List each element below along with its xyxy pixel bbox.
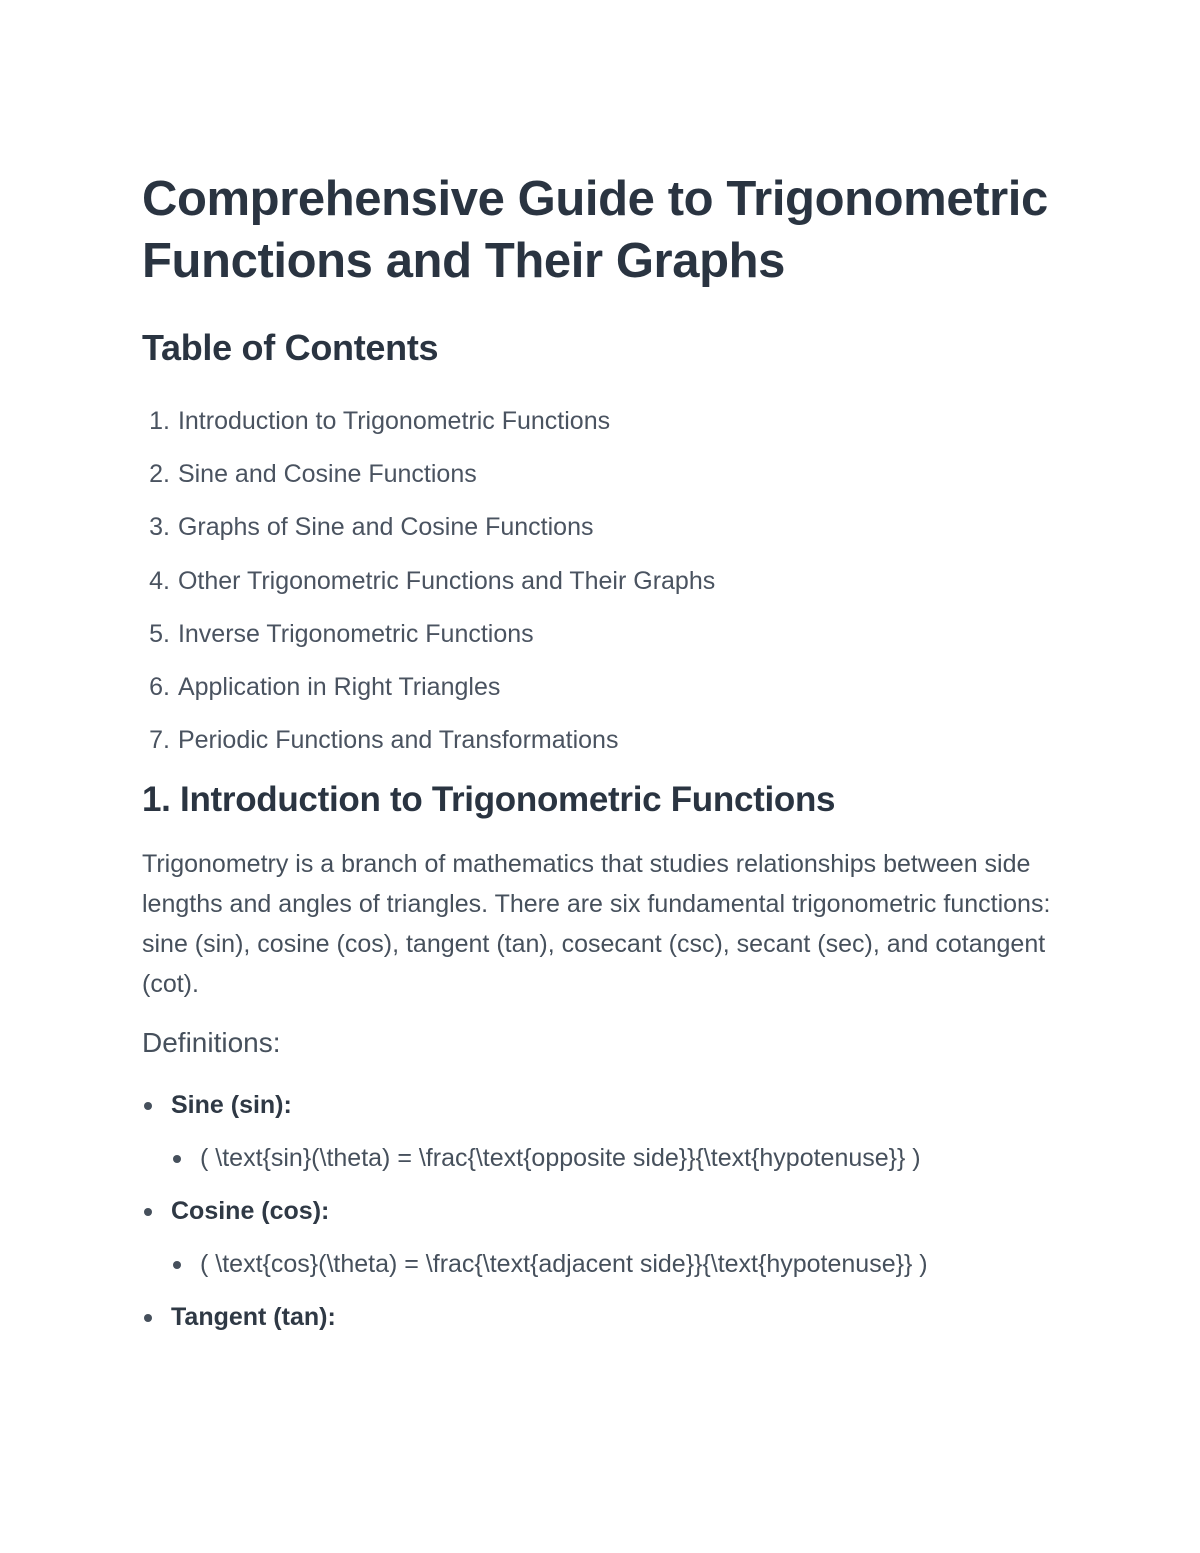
toc-item[interactable]: [142, 725, 1060, 755]
table-of-contents: [142, 406, 1060, 755]
toc-item[interactable]: [142, 566, 1060, 596]
toc-item-label: Graphs of Sine and Cosine Functions: [177, 513, 594, 542]
definitions-list: [142, 1085, 1060, 1337]
definition-sublist: [171, 1244, 1060, 1284]
toc-item-number: 1.: [149, 407, 170, 435]
bullet-icon: [144, 1102, 152, 1110]
bullet-icon: [144, 1314, 152, 1322]
toc-item[interactable]: [142, 619, 1060, 649]
toc-item-label: Introduction to Trigonometric Functions: [177, 407, 611, 435]
definition-item: [142, 1085, 1060, 1178]
formula-text: ( \text{cos}(\theta) = \frac{\text{adjacent side}}{\text{hypotenuse}} ): [200, 1250, 928, 1279]
definition-term: Cosine (cos):: [171, 1197, 330, 1226]
toc-item-label: Sine and Cosine Functions: [177, 460, 477, 489]
toc-item-label: Other Trigonometric Functions and Their Graphs: [177, 566, 716, 595]
document-title: Comprehensive Guide to Trigonometric Functions and Their Graphs: [142, 172, 1048, 288]
formula-text: ( \text{sin}(\theta) = \frac{\text{opposite side}}{\text{hypotenuse}} ): [200, 1144, 921, 1173]
bullet-icon: [173, 1261, 181, 1269]
toc-item[interactable]: [142, 672, 1060, 702]
toc-heading: Table of Contents: [142, 327, 439, 368]
toc-item-label: Application in Right Triangles: [177, 672, 501, 701]
formula-item: [171, 1244, 1060, 1284]
toc-item-label: Periodic Functions and Transformations: [177, 726, 619, 755]
definition-item: [142, 1191, 1060, 1284]
definition-item: [142, 1297, 1060, 1337]
toc-item-number: 2.: [149, 460, 170, 489]
definition-term: Tangent (tan):: [171, 1303, 336, 1332]
toc-item-number: 6.: [149, 672, 170, 701]
definition-term: Sine (sin):: [171, 1091, 292, 1120]
toc-item-number: 3.: [149, 513, 170, 542]
toc-item[interactable]: [142, 406, 1060, 436]
toc-item-number: 5.: [149, 619, 170, 648]
toc-item-number: 4.: [149, 566, 170, 595]
toc-item-label: Inverse Trigonometric Functions: [177, 619, 534, 648]
definitions-heading: Definitions:: [142, 1027, 281, 1059]
bullet-icon: [144, 1208, 152, 1216]
toc-item[interactable]: [142, 512, 1060, 542]
intro-paragraph: Trigonometry is a branch of mathematics that studies relationships between side lengths and angles of triangles. There are six fundamental trigonometric functions: sine (sin), cosine (cos), tangent (tan), cosecant (csc), secant (sec), and cotangent (cot).: [142, 850, 1051, 999]
toc-item[interactable]: [142, 459, 1060, 489]
definition-sublist: [171, 1138, 1060, 1178]
section-heading: 1. Introduction to Trigonometric Functions: [142, 780, 836, 820]
toc-item-number: 7.: [149, 726, 170, 755]
formula-item: [171, 1138, 1060, 1178]
bullet-icon: [173, 1155, 181, 1163]
